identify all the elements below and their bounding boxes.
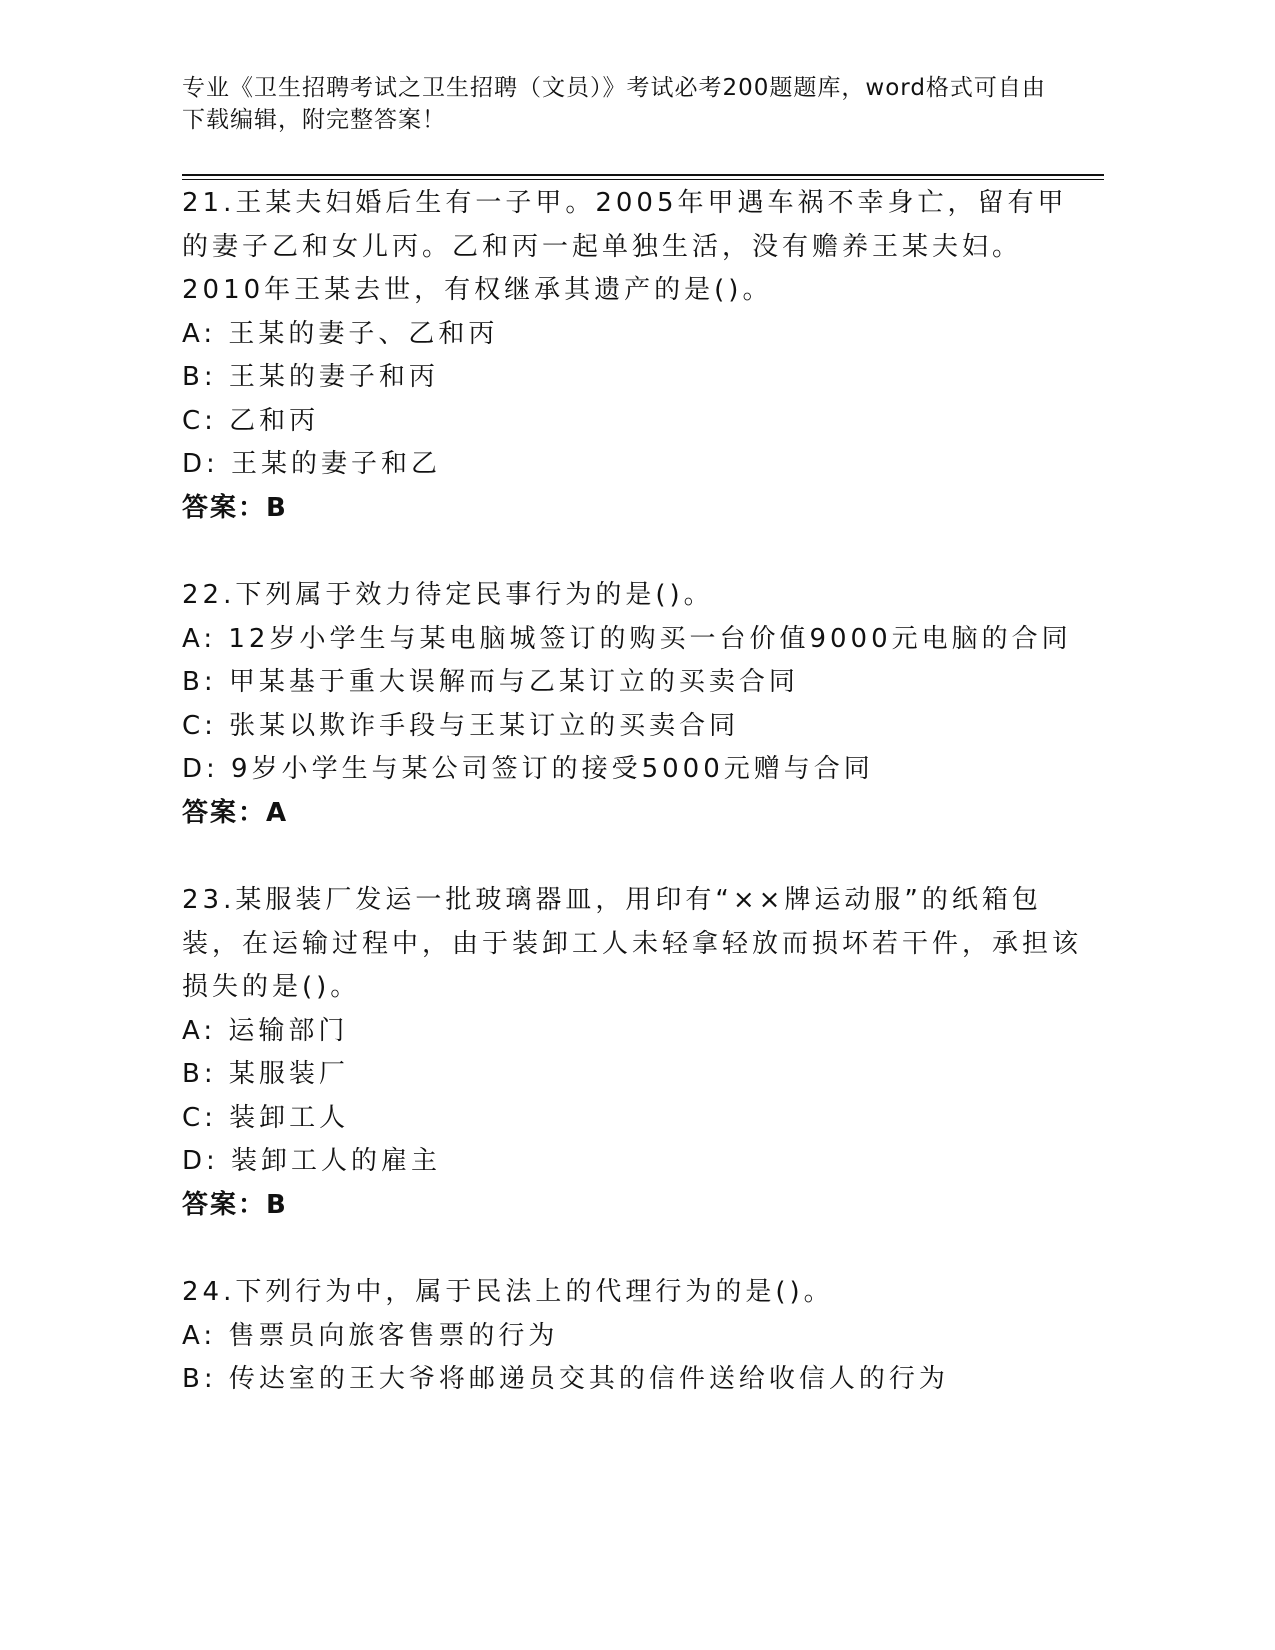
option-b: B: 王某的妻子和丙: [182, 362, 439, 392]
answer-label: 答案：B: [182, 492, 288, 523]
option-a: A: 12岁小学生与某电脑城签订的购买一台价值9000元电脑的合同: [182, 623, 1072, 654]
option-a: A: 王某的妻子、乙和丙: [182, 318, 499, 349]
option-b: B: 甲某基于重大误解而与乙某订立的买卖合同: [182, 667, 799, 697]
option-c: C: 张某以欺诈手段与王某订立的买卖合同: [182, 710, 740, 741]
option-a: A: 运输部门: [182, 1015, 349, 1046]
option-c: C: 乙和丙: [182, 405, 320, 436]
question-21: [182, 182, 1082, 530]
question-text: 21.王某夫妇婚后生有一子甲。2005年甲遇车祸不幸身亡，留有甲的妻子乙和女儿丙。乙和丙一起单独生活，没有赡养王某夫妇。2010年王某去世，有权继承其遗产的是()。: [182, 188, 1068, 305]
question-24: [182, 1271, 1082, 1402]
question-text: 22.下列属于效力待定民事行为的是()。: [182, 580, 714, 610]
question-text: 23.某服装厂发运一批玻璃器皿，用印有“××牌运动服”的纸箱包装，在运输过程中，由于装卸工人未轻拿轻放而损坏若干件，承担该损失的是()。: [182, 885, 1083, 1002]
question-22: [182, 574, 1082, 835]
answer-label: 答案：B: [182, 1189, 288, 1220]
header-divider: [182, 174, 1104, 180]
question-list: [182, 182, 1082, 1446]
answer-label: 答案：A: [182, 797, 289, 828]
document-header-intro: 专业《卫生招聘考试之卫生招聘（文员）》考试必考200题题库，word格式可自由下载编辑，附完整答案！: [182, 75, 1046, 133]
option-b: B: 某服装厂: [182, 1059, 349, 1089]
question-text: 24.下列行为中，属于民法上的代理行为的是()。: [182, 1277, 834, 1307]
option-d: D: 装卸工人的雇主: [182, 1146, 442, 1176]
option-a: A: 售票员向旅客售票的行为: [182, 1320, 559, 1351]
option-d: D: 王某的妻子和乙: [182, 449, 442, 479]
option-c: C: 装卸工人: [182, 1102, 350, 1133]
option-b: B: 传达室的王大爷将邮递员交其的信件送给收信人的行为: [182, 1364, 949, 1394]
option-d: D: 9岁小学生与某公司签订的接受5000元赠与合同: [182, 754, 874, 784]
question-23: [182, 879, 1082, 1227]
